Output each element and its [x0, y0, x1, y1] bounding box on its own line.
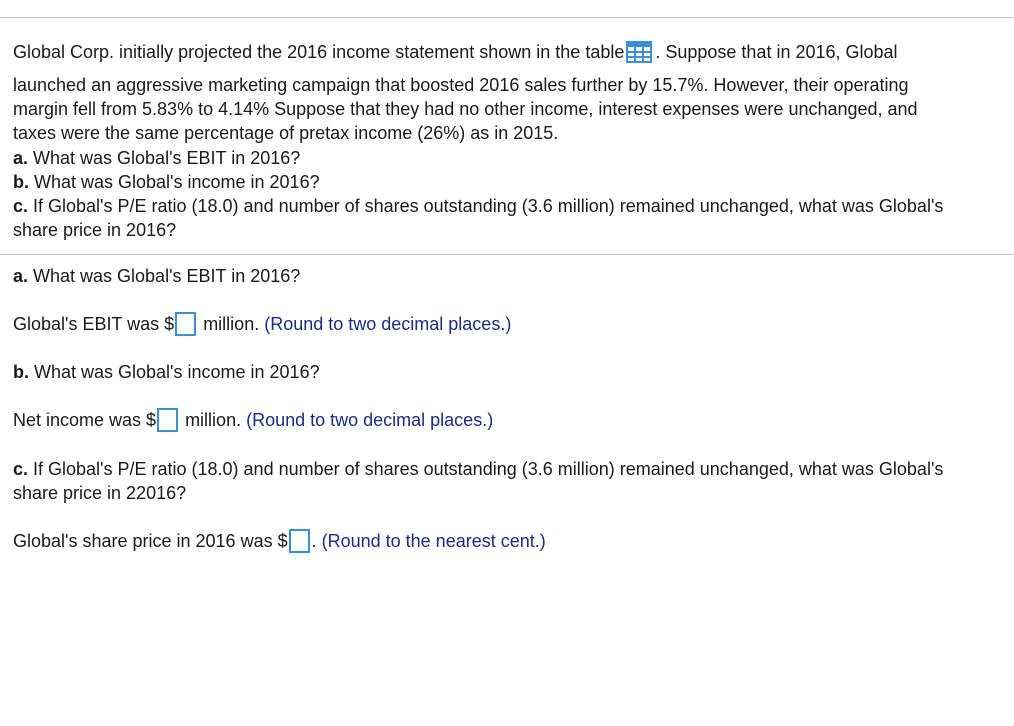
question-part-a	[13, 147, 300, 169]
part-c-label: c.	[13, 196, 29, 216]
section-b-question-text: What was Global's income in 2016?	[29, 362, 320, 382]
section-b-question	[13, 361, 320, 383]
part-c-text: If Global's P/E ratio (18.0) and number of shares outstanding (3.6 million) remained unchanged, what was Global's	[28, 196, 944, 216]
part-b-text: What was Global's income in 2016?	[29, 172, 320, 192]
section-c-question-text: If Global's P/E ratio (18.0) and number of shares outstanding (3.6 million) remained unchanged, what was Global's	[28, 459, 944, 479]
share-price-answer-input[interactable]	[289, 529, 310, 553]
question-line-4: taxes were the same percentage of pretax income (26%) as in 2015.	[13, 123, 559, 143]
table-grid-icon[interactable]	[626, 41, 652, 63]
net-income-answer-suffix: million.	[180, 410, 247, 430]
top-divider	[0, 17, 1014, 18]
share-price-answer-prefix: Global's share price in 2016 was $	[13, 531, 288, 551]
ebit-answer-input[interactable]	[175, 312, 196, 336]
net-income-answer-prefix: Net income was $	[13, 410, 157, 430]
question-text-part-2: . Suppose that in 2016, Global	[655, 42, 898, 62]
section-c-label: c.	[13, 459, 29, 479]
ebit-answer-prefix: Global's EBIT was $	[13, 314, 175, 334]
section-c-answer-row	[13, 530, 546, 552]
question-part-c	[13, 195, 943, 217]
question-text-part-1: Global Corp. initially projected the 2016 income statement shown in the table	[13, 42, 625, 62]
part-b-label: b.	[13, 172, 29, 192]
section-b-answer-row	[13, 409, 493, 431]
question-line-3: margin fell from 5.83% to 4.14% Suppose that they had no other income, interest expenses were unchanged, and	[13, 99, 918, 119]
net-income-rounding-hint: (Round to two decimal places.)	[246, 410, 494, 430]
question-line-1	[13, 41, 898, 63]
part-a-text: What was Global's EBIT in 2016?	[28, 148, 301, 168]
section-c-question	[13, 458, 943, 480]
question-part-b	[13, 171, 320, 193]
net-income-answer-input[interactable]	[157, 408, 178, 432]
ebit-rounding-hint: (Round to two decimal places.)	[264, 314, 512, 334]
ebit-answer-suffix: million.	[198, 314, 265, 334]
section-a-question	[13, 265, 300, 287]
share-price-answer-suffix: .	[311, 531, 322, 551]
section-c-question-line-2: share price in 22016?	[13, 483, 187, 503]
section-a-label: a.	[13, 266, 29, 286]
section-a-answer-row	[13, 313, 511, 335]
share-price-rounding-hint: (Round to the nearest cent.)	[321, 531, 546, 551]
section-b-label: b.	[13, 362, 29, 382]
question-line-2: launched an aggressive marketing campaign that boosted 2016 sales further by 15.7%. However, their operating	[13, 75, 909, 95]
part-a-label: a.	[13, 148, 29, 168]
question-part-c-line-2: share price in 2016?	[13, 220, 177, 240]
section-divider	[0, 254, 1014, 255]
section-a-question-text: What was Global's EBIT in 2016?	[28, 266, 301, 286]
